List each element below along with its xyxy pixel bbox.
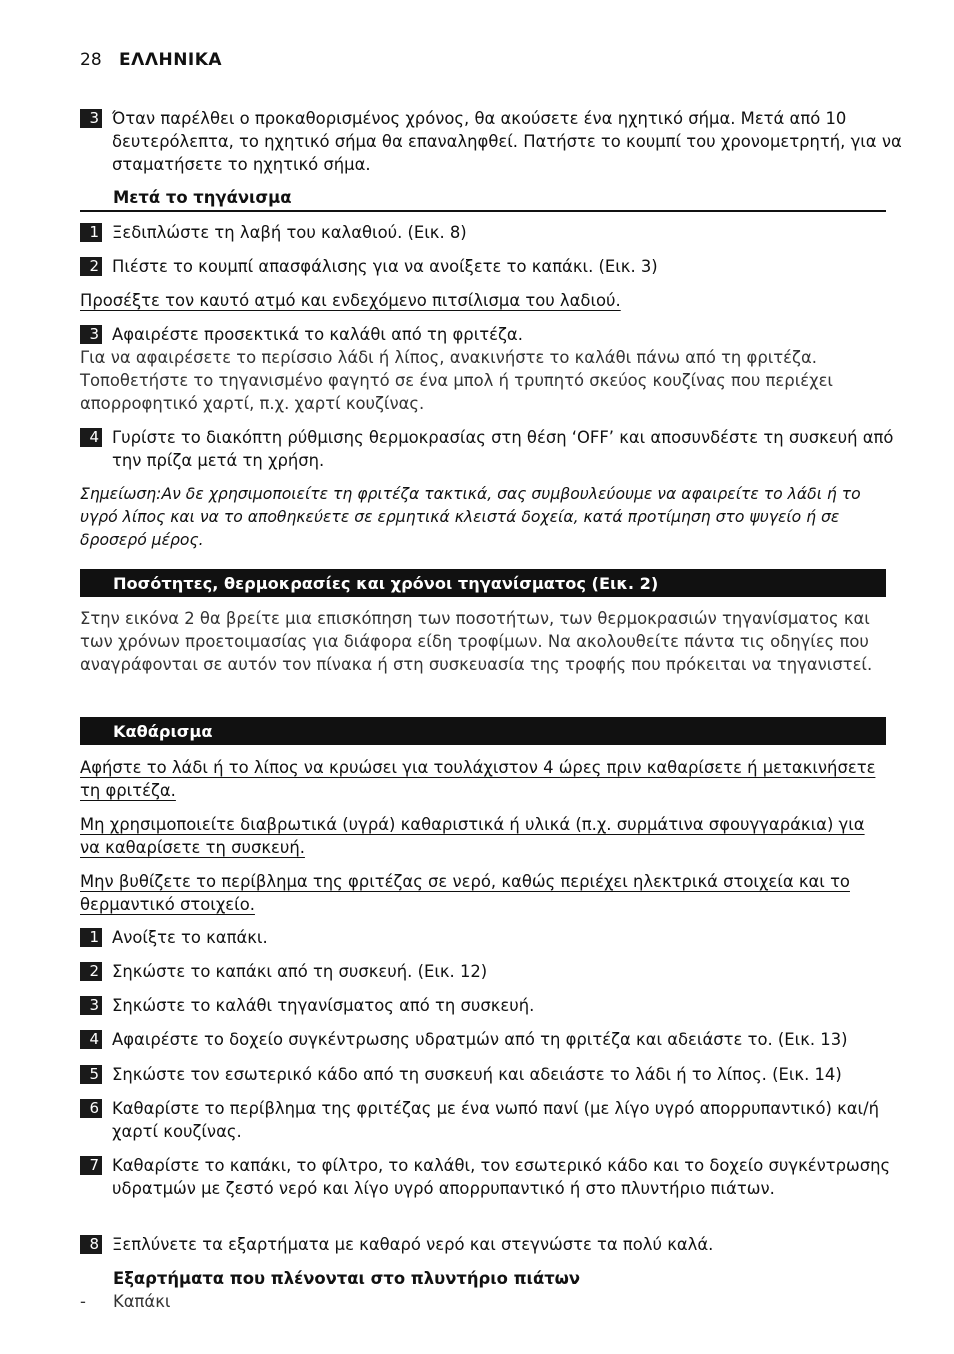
step-number: 3 [80, 325, 102, 344]
section-heading-bar: Καθάρισμα [80, 717, 886, 745]
step-text: Πιέστε το κουμπί απασφάλισης για να ανοίξετε το καπάκι. (Εικ. 3) [112, 257, 658, 276]
warning-label: Προσέξτε τον καυτό ατμό και ενδεχόμενο πιτσίλισμα του λαδιού. [80, 291, 621, 310]
step-item [80, 1028, 918, 1051]
warning-label: Μη χρησιμοποιείτε διαβρωτικά (υγρά) καθαριστικά ή υλικά (π.χ. συρμάτινα σφουγγαράκια) για να καθαρίσετε τη συσκευή. [80, 815, 865, 857]
step-item [80, 1063, 918, 1086]
page-number: 28 [80, 50, 102, 70]
step-text: Καθαρίστε το περίβλημα της φριτέζας με ένα νωπό πανί (με λίγο υγρό απορρυπαντικό) και/ή χαρτί κουζίνας. [112, 1099, 880, 1141]
step-text: Ξεδιπλώστε τη λαβή του καλαθιού. (Εικ. 8) [112, 223, 467, 242]
step-text: Αφαιρέστε το δοχείο συγκέντρωσης υδρατμών από τη φριτέζα και αδειάστε το. (Εικ. 13) [112, 1030, 848, 1049]
step-item [80, 994, 918, 1017]
step-number: 1 [80, 928, 102, 947]
step-text: Γυρίστε το διακόπτη ρύθμισης θερμοκρασίας στη θέση ‘OFF’ και αποσυνδέστε τη συσκευή από την πρίζα μετά τη χρήση. [112, 428, 894, 470]
step-text: Αφαιρέστε προσεκτικά το καλάθι από τη φριτέζα. [112, 325, 523, 344]
step-item [80, 926, 918, 949]
step-item [80, 426, 918, 472]
step-number: 2 [80, 257, 102, 276]
step-text: Καθαρίστε το καπάκι, το φίλτρο, το καλάθι, τον εσωτερικό κάδο και το δοχείο συγκέντρωσης υδρατμών με ζεστό νερό και λίγο υγρό απορρυπαντικό ή στο πλυντήριο πιάτων. [112, 1156, 891, 1198]
step-item [80, 1233, 918, 1256]
warning-text [80, 813, 886, 859]
warning-label: Αφήστε το λάδι ή το λίπος να κρυώσει για τουλάχιστον 4 ώρες πριν καθαρίσετε ή μετακινήσετε τη φριτέζα. [80, 758, 876, 800]
step-number: 1 [80, 223, 102, 242]
step-number: 4 [80, 1030, 102, 1049]
step-item [80, 1097, 918, 1143]
step-text: Σηκώστε το καπάκι από τη συσκευή. (Εικ. 12) [112, 962, 488, 981]
list-bullet: - [80, 1292, 86, 1311]
list-item-text: Καπάκι [113, 1292, 171, 1311]
step-item [80, 221, 918, 244]
list-item [80, 1290, 919, 1313]
step-item [80, 107, 918, 176]
page-header [80, 50, 222, 70]
language-title: ΕΛΛΗΝΙΚΑ [119, 50, 223, 70]
step-number: 7 [80, 1156, 102, 1175]
step-text: Ανοίξτε το καπάκι. [112, 928, 268, 947]
section-subtitle: Μετά το τηγάνισμα [113, 188, 292, 207]
warning-text [80, 870, 886, 916]
step-number: 6 [80, 1099, 102, 1118]
step-item [80, 255, 918, 278]
section-rule [80, 210, 886, 212]
step-number: 3 [80, 996, 102, 1015]
warning-text [80, 756, 886, 802]
step-text: Όταν παρέλθει ο προκαθορισμένος χρόνος, θα ακούσετε ένα ηχητικό σήμα. Μετά από 10 δευτερόλεπτα, το ηχητικό σήμα θα επαναληφθεί. Πατήστε το κουμπί του χρονομετρητή, για να σταματήσετε το ηχητικό σήμα. [112, 109, 902, 174]
warning-text [80, 289, 886, 312]
step-number: 2 [80, 962, 102, 981]
step-number: 4 [80, 428, 102, 447]
step-text: Σηκώστε τον εσωτερικό κάδο από τη συσκευή και αδειάστε το λάδι ή το λίπος. (Εικ. 14) [112, 1065, 842, 1084]
step-item [80, 323, 918, 346]
note-text: Σημείωση:Αν δε χρησιμοποιείτε τη φριτέζα τακτικά, σας συμβουλεύουμε να αφαιρείτε το λάδι ή το υγρό λίπος και να το αποθηκεύετε σε ερμητικά κλειστά δοχεία, κατά προτίμηση στο ψυγείο ή σε δροσερό μέρος. [80, 485, 861, 549]
section-subtitle: Εξαρτήματα που πλένονται στο πλυντήριο πιάτων [113, 1269, 581, 1288]
step-number: 8 [80, 1235, 102, 1254]
warning-label: Μην βυθίζετε το περίβλημα της φριτέζας σε νερό, καθώς περιέχει ηλεκτρικά στοιχεία και το θερμαντικό στοιχείο. [80, 872, 850, 914]
step-text: Ξεπλύνετε τα εξαρτήματα με καθαρό νερό και στεγνώστε τα πολύ καλά. [112, 1235, 714, 1254]
paragraph: Στην εικόνα 2 θα βρείτε μια επισκόπηση των ποσοτήτων, των θερμοκρασιών τηγανίσματος και των χρόνων προετοιμασίας για διάφορα είδη τροφίμων. Να ακολουθείτε πάντα τις οδηγίες που αναγράφονται σε αυτόν τον πίνακα ή στη συσκευασία της τροφής που πρόκειται να τηγανιστεί. [80, 609, 873, 674]
step-item [80, 1154, 918, 1200]
step-item [80, 960, 918, 983]
section-heading-bar: Ποσότητες, θερμοκρασίες και χρόνοι τηγανίσματος (Εικ. 2) [80, 569, 886, 597]
step-number: 3 [80, 109, 102, 128]
step-detail: Για να αφαιρέσετε το περίσσιο λάδι ή λίπος, ανακινήστε το καλάθι πάνω από τη φριτέζα. Τοποθετήστε το τηγανισμένο φαγητό σε ένα μπολ ή τρυπητό σκεύος κουζίνας που περιέχει απορροφητικό χαρτί, π.χ. χαρτί κουζίνας. [80, 348, 833, 413]
step-number: 5 [80, 1065, 102, 1084]
step-text: Σηκώστε το καλάθι τηγανίσματος από τη συσκευή. [112, 996, 535, 1015]
